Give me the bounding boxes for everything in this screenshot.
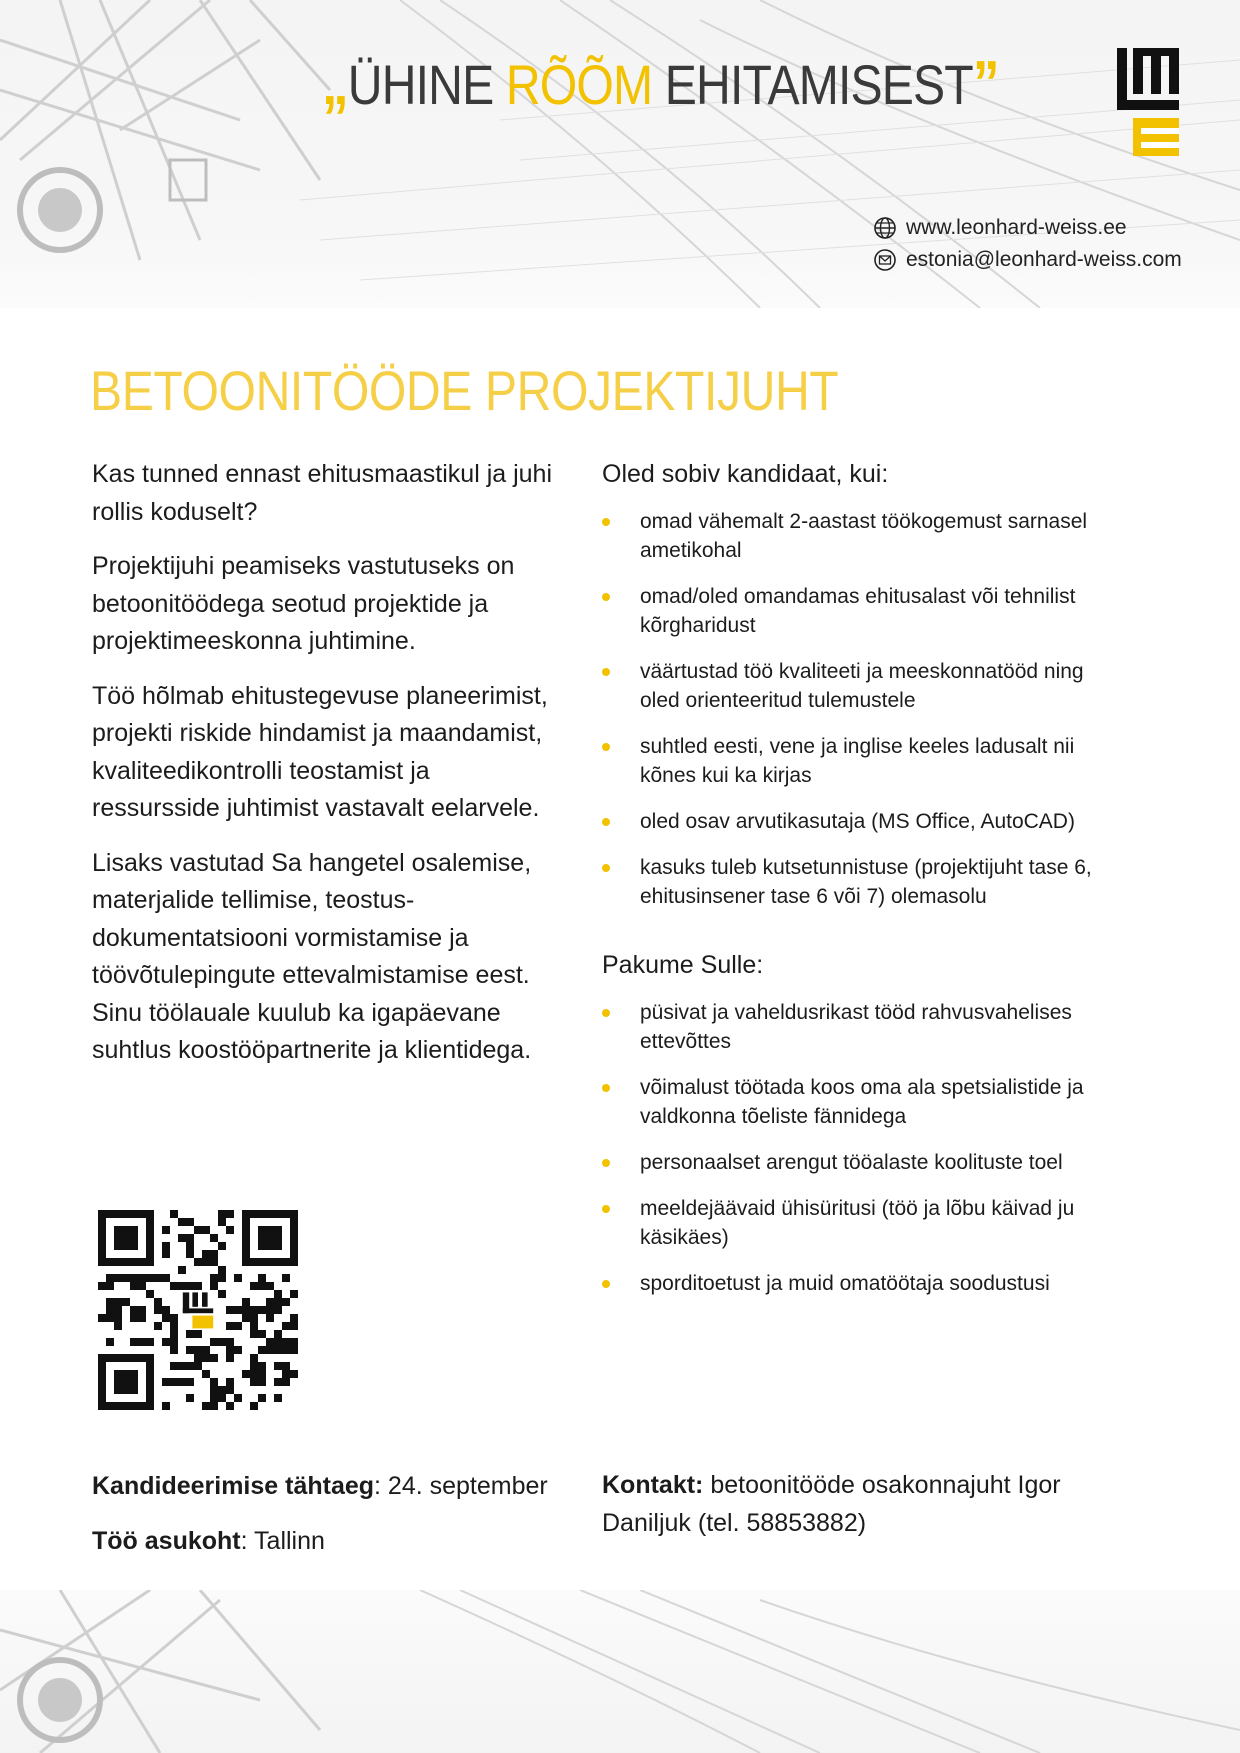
list-item	[602, 853, 1122, 911]
list-item	[602, 732, 1122, 790]
list-item-text: võimalust töötada koos oma ala spetsialistide ja valdkonna tõeliste fännidega	[640, 1076, 1084, 1128]
offer-list	[602, 998, 1122, 1298]
list-item	[602, 1148, 1122, 1177]
list-item	[602, 657, 1122, 715]
company-logo	[1117, 48, 1179, 156]
intro-paragraph: Töö hõlmab ehitustegevuse planeerimist, projekti riskide hindamist ja maandamist, kvaliteedikontrolli teostamist ja ressursside juhtimist vastavalt eelarvele.	[92, 681, 548, 822]
bullet-dot-icon	[602, 668, 610, 676]
bullet-dot-icon	[602, 1280, 610, 1288]
deadline-label: Kandideerimise tähtaeg	[92, 1472, 375, 1500]
bullet-dot-icon	[602, 818, 610, 826]
location-label: Töö asukoht	[92, 1527, 241, 1555]
footer-background	[0, 1590, 1240, 1753]
bullet-dot-icon	[602, 864, 610, 872]
mail-icon	[872, 247, 898, 273]
website-link[interactable]: www.leonhard-weiss.ee	[906, 216, 1127, 239]
email-row	[872, 244, 1182, 276]
intro-section	[92, 456, 552, 1087]
contact-label: Kontakt:	[602, 1471, 704, 1499]
slogan-part1: ÜHINE	[347, 53, 506, 116]
deadline-value: : 24. september	[374, 1472, 548, 1500]
bullet-dot-icon	[602, 1205, 610, 1213]
qr-code[interactable]	[98, 1210, 298, 1410]
list-item-text: meeldejäävaid ühisüritusi (töö ja lõbu käivad ju käsikäes)	[640, 1197, 1075, 1249]
bullet-dot-icon	[602, 1084, 610, 1092]
slogan-accent: RÕÕM	[505, 53, 653, 116]
list-item	[602, 1073, 1122, 1131]
bullet-dot-icon	[602, 593, 610, 601]
close-quote: ”	[972, 49, 999, 118]
website-row	[872, 212, 1182, 244]
construction-sketch-illustration-bottom	[0, 1590, 1240, 1753]
list-item-text: kasuks tuleb kutsetunnistuse (projektijuht tase 6, ehitusinsener tase 6 või 7) olemasolu	[640, 856, 1092, 908]
list-item	[602, 807, 1122, 836]
slogan-part2: EHITAMISEST	[652, 53, 973, 116]
bullet-dot-icon	[602, 518, 610, 526]
intro-paragraph: Projektijuhi peamiseks vastutuseks on betoonitöödega seotud projektide ja projektimeeskonna juhtimine.	[92, 552, 515, 655]
contact-value: betoonitööde osakonnajuht Igor Daniljuk (tel. 58853882)	[602, 1471, 1061, 1537]
bullet-dot-icon	[602, 1159, 610, 1167]
intro-paragraph: Kas tunned ennast ehitusmaastikul ja juhi rollis koduselt?	[92, 460, 553, 526]
bullet-dot-icon	[602, 743, 610, 751]
header-contacts	[872, 212, 1182, 276]
requirements-offer-section	[602, 456, 1122, 1315]
deadline-row	[92, 1468, 548, 1505]
requirements-list	[602, 507, 1122, 911]
list-item	[602, 1269, 1122, 1298]
list-item-text: väärtustad töö kvaliteeti ja meeskonnatööd ning oled orienteeritud tulemustele	[640, 660, 1084, 712]
list-item	[602, 507, 1122, 565]
list-item-text: omad/oled omandamas ehitusalast või tehnilist kõrgharidust	[640, 585, 1076, 637]
list-item	[602, 998, 1122, 1056]
location-value: : Tallinn	[240, 1527, 325, 1555]
requirements-heading: Oled sobiv kandidaat, kui:	[602, 460, 889, 488]
list-item-text: omad vähemalt 2-aastast töökogemust sarnasel ametikohal	[640, 510, 1088, 562]
list-item	[602, 582, 1122, 640]
list-item-text: sporditoetust ja muid omatöötaja soodustusi	[640, 1272, 1050, 1295]
globe-icon	[872, 215, 898, 241]
email-link[interactable]: estonia@leonhard-weiss.com	[906, 248, 1182, 271]
slogan	[322, 49, 999, 118]
list-item-text: oled osav arvutikasutaja (MS Office, AutoCAD)	[640, 810, 1075, 833]
intro-paragraph: Lisaks vastutad Sa hangetel osalemise, materjalide tellimise, teostus-dokumentatsiooni vormistamise ja töövõtulepingute ettevalmistamise eest. Sinu töölauale kuulub ka igapäevane suhtlus koostööpartnerite ja klientidega.	[92, 848, 532, 1064]
contact-info	[602, 1466, 1082, 1542]
location-row	[92, 1523, 548, 1560]
list-item-text: personaalset arengut tööalaste koolituste toel	[640, 1151, 1063, 1174]
list-item-text: püsivat ja vaheldusrikast tööd rahvusvahelises ettevõttes	[640, 1001, 1072, 1053]
offer-heading: Pakume Sulle:	[602, 951, 764, 979]
list-item-text: suhtled eesti, vene ja inglise keeles ladusalt nii kõnes kui ka kirjas	[640, 735, 1075, 787]
application-info	[92, 1468, 548, 1578]
list-item	[602, 1194, 1122, 1252]
job-title: BETOONITÖÖDE PROJEKTIJUHT	[90, 359, 839, 422]
bullet-dot-icon	[602, 1009, 610, 1017]
open-quote: „	[322, 49, 348, 118]
